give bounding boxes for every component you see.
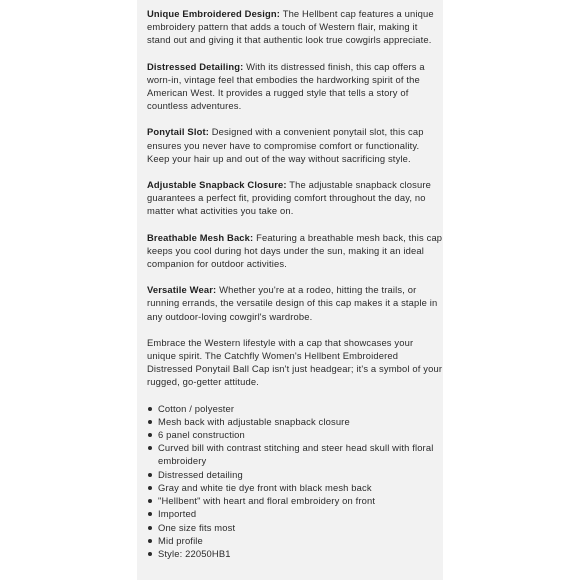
list-item: Imported bbox=[158, 507, 443, 520]
closing-paragraph: Embrace the Western lifestyle with a cap that showcases your unique spirit. The Catchfly Women's Hellbent Embroidered Distressed Ponytail Ball Cap isn't just headgear; it's a symbol of your rugged, go-getter attitude. bbox=[147, 336, 443, 388]
list-item: One size fits most bbox=[158, 521, 443, 534]
section-heading: Distressed Detailing: bbox=[147, 60, 244, 72]
list-item: 6 panel construction bbox=[158, 428, 443, 441]
section-body: The Hellbent cap features a unique embroidery pattern that adds a touch of Western flair, making it stand out and giving it that authentic look true cowgirls appreciate. bbox=[147, 8, 434, 46]
list-item: Mesh back with adjustable snapback closure bbox=[158, 415, 443, 428]
section-body: The adjustable snapback closure guarantees a perfect fit, providing comfort throughout the day, no matter what activities you take on. bbox=[147, 179, 431, 217]
list-item: Distressed detailing bbox=[158, 468, 443, 481]
section-heading: Unique Embroidered Design: bbox=[147, 8, 281, 19]
list-item: Mid profile bbox=[158, 534, 443, 547]
section-body: With its distressed finish, this cap offers a worn-in, vintage feel that embodies the hardworking spirit of the American West. It provides a rugged style that tells a story of countless adventures. bbox=[147, 60, 425, 112]
list-item: Curved bill with contrast stitching and steer head skull with floral embroidery bbox=[158, 441, 443, 467]
section-heading: Versatile Wear: bbox=[147, 284, 217, 296]
list-item: Style: 22050HB1 bbox=[158, 547, 443, 560]
feature-section-ponytail-slot bbox=[147, 125, 443, 165]
feature-section-distressed-detailing bbox=[147, 60, 443, 113]
section-body: Designed with a convenient ponytail slot, this cap ensures you never have to compromise comfort or functionality. Keep your hair up and out of the way without sacrificing style. bbox=[147, 126, 424, 164]
section-heading: Ponytail Slot: bbox=[147, 126, 209, 138]
list-item: "Hellbent" with heart and floral embroidery on front bbox=[158, 494, 443, 507]
list-item: Cotton / polyester bbox=[158, 402, 443, 415]
section-body: Whether you're at a rodeo, hitting the trails, or running errands, the versatile design of this cap makes it a staple in any outdoor-loving cowgirl's wardrobe. bbox=[147, 284, 438, 322]
list-item: Gray and white tie dye front with black mesh back bbox=[158, 481, 443, 494]
feature-section-embroidered-design bbox=[147, 7, 443, 47]
feature-section-mesh-back bbox=[147, 231, 443, 271]
section-heading: Adjustable Snapback Closure: bbox=[147, 179, 287, 191]
feature-section-snapback-closure bbox=[147, 178, 443, 218]
section-body: Featuring a breathable mesh back, this cap keeps you cool during hot days under the sun, making it an ideal companion for outdoor activities. bbox=[147, 231, 443, 270]
feature-list bbox=[147, 402, 443, 560]
section-heading: Breathable Mesh Back: bbox=[147, 231, 254, 243]
feature-section-versatile-wear bbox=[147, 283, 443, 323]
description-content bbox=[147, 7, 443, 560]
